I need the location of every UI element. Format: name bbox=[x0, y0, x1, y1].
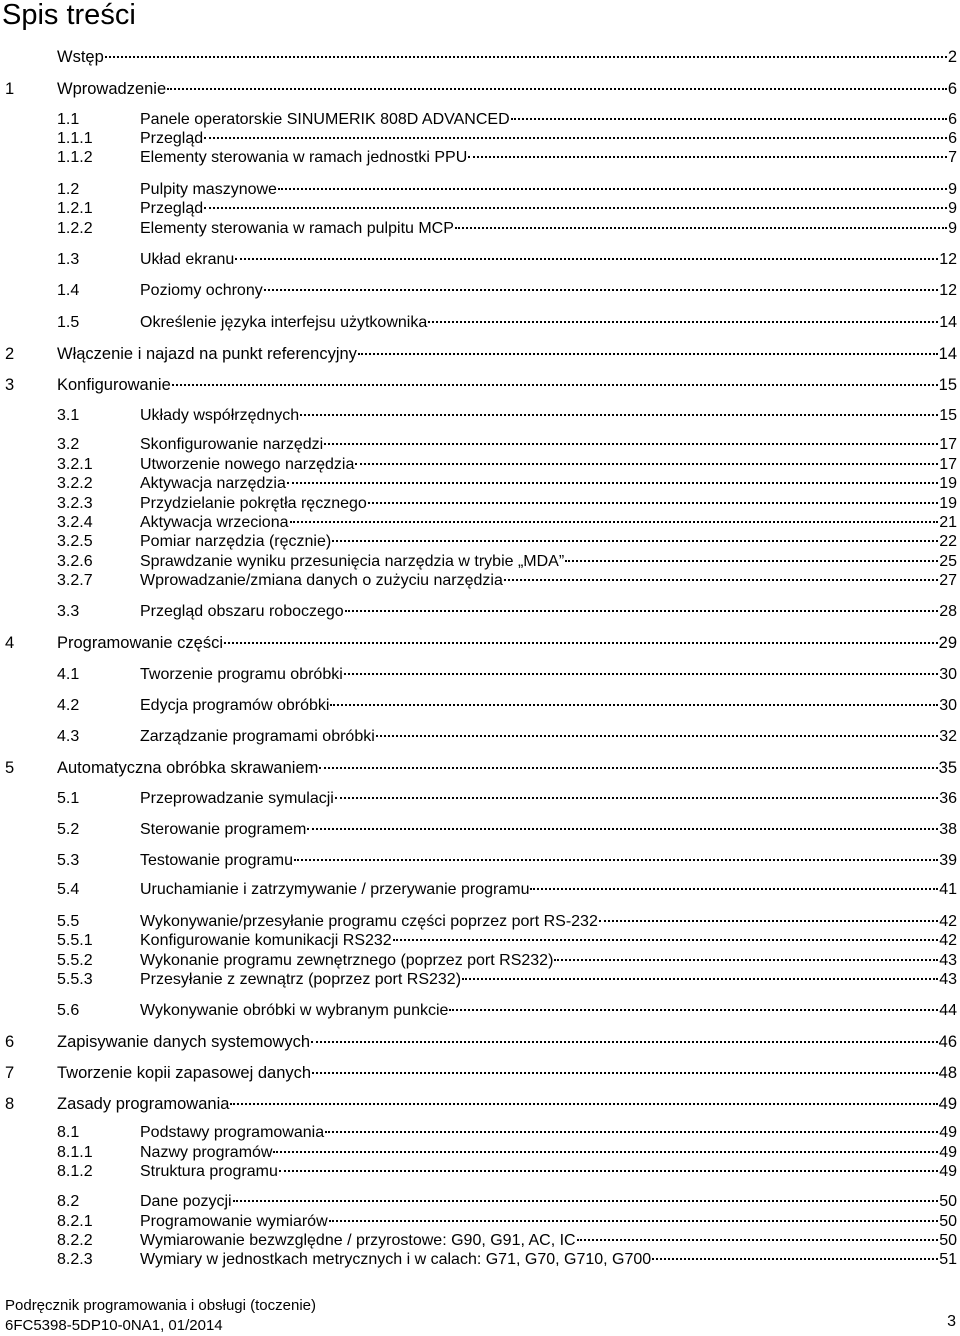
toc-page-number[interactable]: 50 bbox=[939, 1232, 957, 1249]
toc-page-number[interactable]: 29 bbox=[938, 634, 957, 652]
toc-row[interactable] bbox=[0, 758, 960, 778]
dot-leader bbox=[462, 978, 938, 980]
toc-title[interactable]: Wprowadzanie/zmiana danych o zużyciu narzędzia bbox=[140, 572, 503, 589]
toc-number: 5.2 bbox=[57, 821, 80, 838]
toc-row[interactable] bbox=[0, 880, 960, 900]
toc-number: 1.2.1 bbox=[57, 200, 93, 217]
toc-row[interactable] bbox=[0, 47, 960, 67]
dot-leader bbox=[599, 920, 938, 922]
toc-number: 3.2.3 bbox=[57, 495, 93, 512]
toc-number: 1.3 bbox=[57, 251, 80, 268]
dot-leader bbox=[224, 642, 938, 644]
toc-title[interactable]: Włączenie i najazd na punkt referencyjny bbox=[57, 345, 357, 363]
toc-page-number[interactable]: 22 bbox=[939, 533, 957, 550]
toc-page-number[interactable]: 2 bbox=[947, 48, 957, 66]
toc-number: 3.2.4 bbox=[57, 514, 93, 531]
dot-leader bbox=[455, 227, 947, 229]
toc-page-number[interactable]: 19 bbox=[939, 495, 957, 512]
toc-page-number[interactable]: 12 bbox=[939, 282, 957, 299]
toc-page-number[interactable]: 49 bbox=[939, 1163, 957, 1180]
toc-title[interactable]: Określenie języka interfejsu użytkownika bbox=[140, 314, 428, 331]
dot-leader bbox=[332, 540, 938, 542]
toc-row[interactable] bbox=[0, 250, 960, 270]
dot-leader bbox=[325, 1131, 938, 1133]
dot-leader bbox=[355, 463, 938, 465]
toc-row[interactable] bbox=[0, 79, 960, 99]
toc-row[interactable] bbox=[0, 1123, 960, 1143]
footer-order-number: 6FC5398-5DP10-0NA1, 01/2014 bbox=[5, 1317, 223, 1334]
toc-number: 5.4 bbox=[57, 881, 80, 898]
toc-row[interactable] bbox=[0, 474, 960, 494]
dot-leader bbox=[287, 482, 938, 484]
toc-page-number[interactable]: 15 bbox=[939, 407, 957, 424]
toc-title[interactable]: Podstawy programowania bbox=[140, 1124, 325, 1141]
dot-leader bbox=[428, 321, 938, 323]
toc-title[interactable]: Skonfigurowanie narzędzi bbox=[140, 436, 324, 453]
toc-page-number[interactable]: 30 bbox=[939, 666, 957, 683]
toc-page-number[interactable]: 41 bbox=[939, 881, 957, 898]
toc-number: 5.5.2 bbox=[57, 952, 93, 969]
dot-leader bbox=[565, 560, 938, 562]
toc-title[interactable]: Tworzenie programu obróbki bbox=[140, 666, 343, 683]
toc-page-number[interactable]: 49 bbox=[939, 1124, 957, 1141]
toc-row[interactable] bbox=[0, 696, 960, 716]
toc-title[interactable]: Nazwy programów bbox=[140, 1144, 273, 1161]
toc-title[interactable]: Zapisywanie danych systemowych bbox=[57, 1033, 311, 1051]
toc-title[interactable]: Układ ekranu bbox=[140, 251, 235, 268]
toc-row[interactable] bbox=[0, 219, 960, 239]
toc-row[interactable] bbox=[0, 727, 960, 747]
toc-title[interactable]: Uruchamianie i zatrzymywanie / przerywanie programu bbox=[140, 881, 530, 898]
toc-number: 1.4 bbox=[57, 282, 80, 299]
dot-leader bbox=[329, 1220, 939, 1222]
toc-title[interactable]: Elementy sterowania w ramach jednostki PPU bbox=[140, 149, 468, 166]
toc-title[interactable]: Struktura programu bbox=[140, 1163, 278, 1180]
toc-row[interactable] bbox=[0, 602, 960, 622]
toc-title[interactable]: Zasady programowania bbox=[57, 1095, 230, 1113]
toc-page-number[interactable]: 27 bbox=[939, 572, 957, 589]
toc-page-number[interactable]: 9 bbox=[948, 200, 957, 217]
toc-title[interactable]: Pomiar narzędzia (ręcznie) bbox=[140, 533, 332, 550]
toc-title[interactable]: Programowanie części bbox=[57, 634, 223, 652]
toc-page-number[interactable]: 50 bbox=[939, 1193, 957, 1210]
toc-row[interactable] bbox=[0, 1094, 960, 1114]
toc-page-number[interactable]: 36 bbox=[939, 790, 957, 807]
toc-title[interactable]: Utworzenie nowego narzędzia bbox=[140, 456, 355, 473]
dot-leader bbox=[105, 56, 947, 58]
dot-leader bbox=[530, 888, 938, 890]
toc-title[interactable]: Automatyczna obróbka skrawaniem bbox=[57, 759, 319, 777]
toc-number: 7 bbox=[5, 1064, 15, 1082]
toc-number: 4.2 bbox=[57, 697, 80, 714]
toc-page-number[interactable]: 19 bbox=[939, 475, 957, 492]
dot-leader bbox=[393, 939, 939, 941]
toc-page-number[interactable]: 42 bbox=[939, 913, 957, 930]
toc-row[interactable] bbox=[0, 513, 960, 533]
dot-leader bbox=[330, 704, 938, 706]
toc-row[interactable] bbox=[0, 912, 960, 932]
page-title: Spis treści bbox=[2, 0, 136, 31]
toc-row[interactable] bbox=[0, 1250, 960, 1270]
toc-number: 5.5.1 bbox=[57, 932, 93, 949]
toc-number: 3.3 bbox=[57, 603, 80, 620]
dot-leader bbox=[577, 1239, 939, 1241]
toc-page-number[interactable]: 38 bbox=[939, 821, 957, 838]
toc-title[interactable]: Wykonanie programu zewnętrznego (poprzez port RS232) bbox=[140, 952, 554, 969]
dot-leader bbox=[344, 673, 938, 675]
toc-number: 8.2 bbox=[57, 1193, 80, 1210]
footer bbox=[5, 1296, 316, 1336]
toc-page-number[interactable]: 28 bbox=[939, 603, 957, 620]
toc-number: 3.2.5 bbox=[57, 533, 93, 550]
toc-number: 1.2.2 bbox=[57, 220, 93, 237]
toc-title[interactable]: Sterowanie programem bbox=[140, 821, 307, 838]
toc-number: 8.2.3 bbox=[57, 1251, 93, 1268]
toc-row[interactable] bbox=[0, 455, 960, 475]
footer-page-number: 3 bbox=[947, 1313, 956, 1330]
toc-number: 8 bbox=[5, 1095, 15, 1113]
toc-row[interactable] bbox=[0, 1143, 960, 1163]
toc-title[interactable]: Edycja programów obróbki bbox=[140, 697, 330, 714]
toc-number: 5 bbox=[5, 759, 15, 777]
toc-row[interactable] bbox=[0, 665, 960, 685]
toc-page-number[interactable]: 39 bbox=[939, 852, 957, 869]
toc-number: 3.2.2 bbox=[57, 475, 93, 492]
toc-number: 1 bbox=[5, 80, 15, 98]
toc-title[interactable]: Wymiarowanie bezwzględne / przyrostowe: G90, G91, AC, IC bbox=[140, 1232, 576, 1249]
dot-leader bbox=[278, 188, 947, 190]
toc-title[interactable]: Przesyłanie z zewnątrz (poprzez port RS232) bbox=[140, 971, 462, 988]
toc-title[interactable]: Przeprowadzanie symulacji bbox=[140, 790, 334, 807]
toc-row[interactable] bbox=[0, 1063, 960, 1083]
toc-row[interactable] bbox=[0, 129, 960, 149]
toc-page-number[interactable]: 50 bbox=[939, 1213, 957, 1230]
toc-row[interactable] bbox=[0, 851, 960, 871]
toc-number: 8.2.1 bbox=[57, 1213, 93, 1230]
toc-title[interactable]: Przegląd obszaru roboczego bbox=[140, 603, 344, 620]
toc-number: 3 bbox=[5, 376, 15, 394]
toc-row[interactable] bbox=[0, 180, 960, 200]
dot-leader bbox=[335, 797, 938, 799]
toc-page-number[interactable]: 43 bbox=[939, 952, 957, 969]
toc-number: 8.1 bbox=[57, 1124, 80, 1141]
toc-title[interactable]: Testowanie programu bbox=[140, 852, 293, 869]
toc-row[interactable] bbox=[0, 313, 960, 333]
dot-leader bbox=[230, 1103, 937, 1105]
toc-number: 8.2.2 bbox=[57, 1232, 93, 1249]
toc-title[interactable]: Pulpity maszynowe bbox=[140, 181, 277, 198]
dot-leader bbox=[504, 579, 938, 581]
toc-row[interactable] bbox=[0, 281, 960, 301]
toc-page-number[interactable]: 6 bbox=[947, 80, 957, 98]
toc-number: 3.2 bbox=[57, 436, 80, 453]
toc-row[interactable] bbox=[0, 406, 960, 426]
toc-page-number[interactable]: 15 bbox=[938, 376, 957, 394]
toc-row[interactable] bbox=[0, 970, 960, 990]
dot-leader bbox=[264, 289, 938, 291]
toc-title[interactable]: Wprowadzenie bbox=[57, 80, 167, 98]
dot-leader bbox=[468, 156, 947, 158]
toc-row[interactable] bbox=[0, 789, 960, 809]
toc-page-number[interactable]: 9 bbox=[948, 181, 957, 198]
toc-page-number[interactable]: 9 bbox=[948, 220, 957, 237]
toc-row[interactable] bbox=[0, 633, 960, 653]
toc-page-number[interactable]: 12 bbox=[939, 251, 957, 268]
toc-page-number[interactable]: 6 bbox=[948, 130, 957, 147]
dot-leader bbox=[345, 610, 939, 612]
toc-title[interactable]: Wykonywanie/przesyłanie programu części poprzez port RS-232 bbox=[140, 913, 598, 930]
toc-row[interactable] bbox=[0, 1192, 960, 1212]
toc-title[interactable]: Zarządzanie programami obróbki bbox=[140, 728, 375, 745]
dot-leader bbox=[204, 137, 947, 139]
toc-number: 3.2.1 bbox=[57, 456, 93, 473]
dot-leader bbox=[233, 1200, 939, 1202]
toc-title[interactable]: Wykonywanie obróbki w wybranym punkcie bbox=[140, 1002, 449, 1019]
toc-number: 1.5 bbox=[57, 314, 80, 331]
dot-leader bbox=[319, 767, 937, 769]
toc-title[interactable]: Wymiary w jednostkach metrycznych i w calach: G71, G70, G710, G700 bbox=[140, 1251, 652, 1268]
dot-leader bbox=[294, 859, 938, 861]
toc-number: 5.3 bbox=[57, 852, 80, 869]
dot-leader bbox=[324, 443, 938, 445]
toc-row[interactable] bbox=[0, 820, 960, 840]
toc-title[interactable]: Aktywacja wrzeciona bbox=[140, 514, 289, 531]
toc-row[interactable] bbox=[0, 1001, 960, 1021]
dot-leader bbox=[311, 1041, 938, 1043]
toc-title[interactable]: Sprawdzanie wyniku przesunięcia narzędzia w trybie „MDA” bbox=[140, 553, 565, 570]
toc-page-number[interactable]: 6 bbox=[948, 111, 957, 128]
toc-row[interactable] bbox=[0, 951, 960, 971]
toc-number: 3.2.7 bbox=[57, 572, 93, 589]
toc-title[interactable]: Konfigurowanie bbox=[57, 376, 171, 394]
toc-title[interactable]: Tworzenie kopii zapasowej danych bbox=[57, 1064, 312, 1082]
footer-manual-title: Podręcznik programowania i obsługi (toczenie) bbox=[5, 1297, 316, 1314]
toc-row[interactable] bbox=[0, 199, 960, 219]
dot-leader bbox=[300, 414, 938, 416]
toc-row[interactable] bbox=[0, 931, 960, 951]
toc-page-number[interactable]: 42 bbox=[939, 932, 957, 949]
toc-row[interactable] bbox=[0, 494, 960, 514]
toc-page-number[interactable]: 25 bbox=[939, 553, 957, 570]
toc-page-number[interactable]: 17 bbox=[939, 456, 957, 473]
toc-page-number[interactable]: 32 bbox=[939, 728, 957, 745]
dot-leader bbox=[167, 88, 947, 90]
toc-row[interactable] bbox=[0, 1212, 960, 1232]
toc-title[interactable]: Poziomy ochrony bbox=[140, 282, 263, 299]
dot-leader bbox=[290, 521, 939, 523]
toc-number: 2 bbox=[5, 345, 15, 363]
toc-row[interactable] bbox=[0, 571, 960, 591]
dot-leader bbox=[368, 502, 938, 504]
dot-leader bbox=[554, 959, 938, 961]
toc-number: 1.1 bbox=[57, 111, 80, 128]
toc-number: 8.1.1 bbox=[57, 1144, 93, 1161]
toc-title[interactable]: Przegląd bbox=[140, 200, 204, 217]
toc-page-number[interactable]: 30 bbox=[939, 697, 957, 714]
toc-row[interactable] bbox=[0, 375, 960, 395]
dot-leader bbox=[376, 735, 938, 737]
toc-row[interactable] bbox=[0, 1231, 960, 1251]
toc-number: 8.1.2 bbox=[57, 1163, 93, 1180]
toc-title[interactable]: Elementy sterowania w ramach pulpitu MCP bbox=[140, 220, 454, 237]
toc-number: 1.1.1 bbox=[57, 130, 93, 147]
toc-number: 1.2 bbox=[57, 181, 80, 198]
dot-leader bbox=[273, 1151, 938, 1153]
toc-row[interactable] bbox=[0, 344, 960, 364]
toc-title[interactable]: Aktywacja narzędzia bbox=[140, 475, 286, 492]
dot-leader bbox=[172, 384, 938, 386]
toc-page-number[interactable]: 44 bbox=[939, 1002, 957, 1019]
toc-title[interactable]: Przegląd bbox=[140, 130, 204, 147]
toc-page-number[interactable]: 7 bbox=[948, 149, 957, 166]
toc-page-number[interactable]: 17 bbox=[939, 436, 957, 453]
toc-number: 5.6 bbox=[57, 1002, 80, 1019]
dot-leader bbox=[204, 207, 947, 209]
toc-page-number[interactable]: 51 bbox=[939, 1251, 957, 1268]
toc-title[interactable]: Panele operatorskie SINUMERIK 808D ADVANCED bbox=[140, 111, 510, 128]
dot-leader bbox=[358, 353, 938, 355]
toc-number: 3.1 bbox=[57, 407, 80, 424]
toc-page-number[interactable]: 49 bbox=[939, 1144, 957, 1161]
toc-page-number[interactable]: 14 bbox=[938, 345, 957, 363]
dot-leader bbox=[449, 1009, 938, 1011]
toc-number: 4.1 bbox=[57, 666, 80, 683]
toc-number: 4.3 bbox=[57, 728, 80, 745]
toc-number: 5.1 bbox=[57, 790, 80, 807]
toc-title[interactable]: Układy współrzędnych bbox=[140, 407, 300, 424]
toc-title[interactable]: Konfigurowanie komunikacji RS232 bbox=[140, 932, 392, 949]
toc-number: 4 bbox=[5, 634, 15, 652]
toc-row[interactable] bbox=[0, 1162, 960, 1182]
dot-leader bbox=[279, 1170, 938, 1172]
dot-leader bbox=[307, 828, 938, 830]
dot-leader bbox=[652, 1258, 938, 1260]
toc-row[interactable] bbox=[0, 532, 960, 552]
toc-page-number[interactable]: 43 bbox=[939, 971, 957, 988]
toc-row[interactable] bbox=[0, 435, 960, 455]
toc-title[interactable]: Dane pozycji bbox=[140, 1193, 232, 1210]
toc-number: 5.5.3 bbox=[57, 971, 93, 988]
toc-row[interactable] bbox=[0, 110, 960, 130]
dot-leader bbox=[235, 258, 938, 260]
toc-page-number[interactable]: 35 bbox=[938, 759, 957, 777]
toc-page-number[interactable]: 21 bbox=[939, 514, 957, 531]
toc-row[interactable] bbox=[0, 552, 960, 572]
toc-page-number[interactable]: 48 bbox=[938, 1064, 957, 1082]
toc-number: 5.5 bbox=[57, 913, 80, 930]
toc-row[interactable] bbox=[0, 1032, 960, 1052]
toc-number: 1.1.2 bbox=[57, 149, 93, 166]
toc-title[interactable]: Programowanie wymiarów bbox=[140, 1213, 328, 1230]
toc-page-number[interactable]: 46 bbox=[938, 1033, 957, 1051]
toc-number: 6 bbox=[5, 1033, 15, 1051]
toc-row[interactable] bbox=[0, 148, 960, 168]
dot-leader bbox=[312, 1072, 938, 1074]
toc-page-number[interactable]: 14 bbox=[939, 314, 957, 331]
toc-page-number[interactable]: 49 bbox=[938, 1095, 957, 1113]
toc-title[interactable]: Wstęp bbox=[57, 48, 104, 66]
toc-title[interactable]: Przydzielanie pokrętła ręcznego bbox=[140, 495, 367, 512]
toc-number: 3.2.6 bbox=[57, 553, 93, 570]
dot-leader bbox=[511, 118, 947, 120]
